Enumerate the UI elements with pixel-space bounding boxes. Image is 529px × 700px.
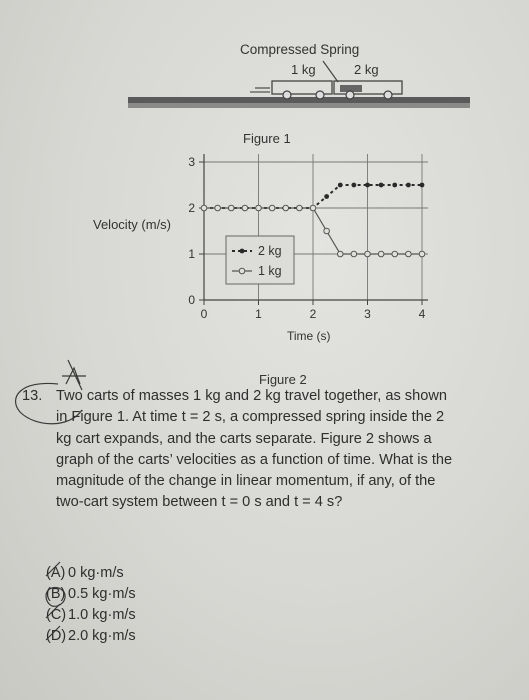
cart-1kg-label: 1 kg (291, 62, 316, 77)
y-tick-label: 0 (188, 293, 195, 307)
choice-text: 0.5 kg·m/s (68, 586, 136, 602)
question-13 (22, 386, 492, 514)
figure2-caption: Figure 2 (259, 372, 307, 387)
x-tick-label: 3 (364, 307, 371, 321)
choice-a[interactable] (46, 563, 136, 584)
question-line-4: graph of the carts’ velocities as a function of time. What is the (56, 451, 453, 468)
y-axis-label: Velocity (m/s) (93, 217, 172, 232)
choice-text: 1.0 kg·m/s (68, 607, 136, 623)
choice-letter: (A) (46, 565, 66, 581)
x-tick-label: 2 (309, 307, 317, 321)
question-line-2: in Figure 1. At time t = 2 s, a compressed spring inside the 2 (56, 409, 445, 426)
choice-b[interactable] (46, 584, 136, 605)
y-tick-label: 1 (188, 247, 195, 261)
answer-choices (46, 563, 136, 647)
cart-2kg-label: 2 kg (354, 62, 379, 77)
choice-text: 2.0 kg·m/s (68, 628, 136, 644)
figure1-title: Compressed Spring (240, 42, 360, 57)
question-line-1: Two carts of masses 1 kg and 2 kg travel together, as shown (56, 388, 447, 404)
question-line-3: kg cart expands, and the carts separate. Figure 2 shows a (56, 430, 432, 447)
choice-letter: (D) (46, 628, 67, 644)
choice-letter: (B) (46, 586, 66, 602)
question-line-5: magnitude of the change in linear momentum, if any, of the (56, 473, 436, 490)
figure1-caption: Figure 1 (243, 131, 291, 146)
choice-d[interactable] (46, 626, 136, 647)
y-tick-label: 2 (188, 201, 195, 215)
question-line-6: two-cart system between t = 0 s and t = 4 s? (56, 494, 343, 511)
choice-text: 0 kg·m/s (68, 565, 124, 581)
legend-label-1kg: 1 kg (258, 264, 282, 278)
legend-label-2kg: 2 kg (258, 244, 282, 258)
choice-letter: (C) (46, 607, 67, 623)
choice-c[interactable] (46, 605, 136, 626)
y-tick-label: 3 (188, 155, 195, 169)
question-number: 13. (22, 388, 43, 404)
x-tick-label: 4 (418, 307, 426, 321)
x-tick-label: 1 (255, 307, 262, 321)
x-axis-label: Time (s) (287, 329, 331, 343)
x-tick-label: 0 (200, 307, 208, 321)
